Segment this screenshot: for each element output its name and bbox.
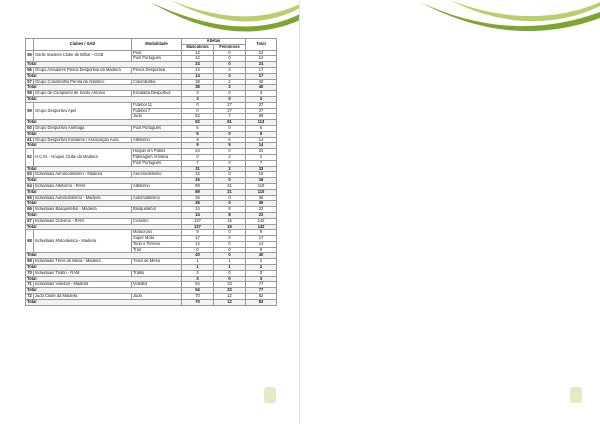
male-count: 38	[182, 85, 214, 91]
book-spine	[299, 0, 300, 424]
male-count: 70	[182, 299, 214, 305]
total-count: 2	[246, 259, 277, 265]
club-name: Individuais Basquetebol - Madeira	[34, 207, 132, 213]
total-count: 14	[246, 143, 277, 149]
modality: Automobilismo	[132, 195, 182, 201]
female-count: 0	[214, 91, 246, 97]
total-count: 24	[246, 62, 277, 68]
male-count: 0	[182, 102, 214, 108]
female-count: 0	[214, 56, 246, 62]
total-label: Total	[26, 224, 182, 230]
page-number-badge	[264, 387, 276, 403]
female-count: 61	[214, 120, 246, 126]
male-count: 6	[182, 131, 214, 137]
male-count: 0	[182, 247, 214, 253]
male-count: 24	[182, 149, 214, 155]
total-count: 36	[246, 201, 277, 207]
club-name: Grupo Amadores Pesca Desportiva da Madeira	[34, 67, 132, 73]
female-count: 0	[214, 241, 246, 247]
female-count: 23	[214, 282, 246, 288]
row-number: 69	[27, 258, 32, 264]
male-count: 0	[182, 154, 214, 160]
leaf-decoration-right	[300, 0, 600, 40]
total-label: Total	[26, 253, 182, 259]
club-name: Grupo Columbófilo Pérola da Atlântico	[34, 79, 132, 85]
female-count: 2	[214, 85, 246, 91]
club-name: Grupo Desportivo Apel	[34, 102, 132, 119]
female-count: 0	[214, 201, 246, 207]
modality: Judo	[132, 294, 182, 300]
total-count: 16	[246, 178, 277, 184]
header-modality: Modalidade	[132, 39, 182, 51]
total-count: 142	[246, 224, 277, 230]
header-total: Total	[246, 39, 277, 51]
male-count: 14	[182, 241, 214, 247]
female-count: 2	[214, 166, 246, 172]
male-count: 54	[182, 282, 214, 288]
right-page	[300, 0, 600, 424]
male-count: 1	[182, 259, 214, 265]
row-number: 68	[26, 230, 34, 253]
female-count: 12	[214, 299, 246, 305]
modality: Triatlo	[132, 270, 182, 276]
total-count: 22	[246, 207, 277, 213]
male-count: 127	[182, 224, 214, 230]
female-count: 2	[214, 79, 246, 85]
female-count: 21	[214, 183, 246, 189]
row-number: 72	[27, 293, 32, 299]
club-name: Individuais Atletismo - RAM.	[34, 183, 132, 189]
modality: Pool Português	[132, 56, 182, 62]
modality: Columbofilia	[132, 79, 182, 85]
modality: Pool	[132, 50, 182, 56]
male-count: 17	[182, 236, 214, 242]
club-name: Individuais Ténis de Mesa - Madeira	[34, 259, 132, 265]
total-count: 0	[246, 247, 277, 253]
club-name: Individuais Automobilismo - Madeira	[34, 195, 132, 201]
club-name: Individuais Voleibol - Madeira	[34, 282, 132, 288]
male-count: 16	[182, 172, 214, 178]
total-count: 6	[246, 125, 277, 131]
total-count: 110	[246, 183, 277, 189]
total-count: 77	[246, 288, 277, 294]
total-count: 2	[246, 154, 277, 160]
male-count: 36	[182, 201, 214, 207]
female-count: 0	[214, 253, 246, 259]
female-count: 0	[214, 131, 246, 137]
female-count: 8	[214, 212, 246, 218]
female-count: 0	[214, 172, 246, 178]
total-count: 16	[246, 172, 277, 178]
header-female: Femininos	[214, 44, 246, 50]
row-number: 63	[27, 171, 32, 177]
modality: Trial	[132, 247, 182, 253]
total-count: 27	[246, 108, 277, 114]
total-count: 33	[246, 166, 277, 172]
total-label: Total	[26, 73, 182, 79]
total-label: Total	[26, 299, 182, 305]
female-count: 0	[214, 62, 246, 68]
row-number: 55	[26, 50, 34, 62]
total-label: Total	[26, 189, 182, 195]
male-count: 127	[182, 218, 214, 224]
male-count: 16	[182, 178, 214, 184]
male-count: 3	[182, 96, 214, 102]
female-count: 27	[214, 108, 246, 114]
female-count: 0	[214, 149, 246, 155]
club-name: Judo Clube da Madeira	[34, 294, 132, 300]
male-count: 3	[182, 91, 214, 97]
male-count: 0	[182, 108, 214, 114]
total-label: Total	[26, 85, 182, 91]
row-number: 66	[27, 206, 32, 212]
total-label: Total	[26, 166, 182, 172]
male-count: 38	[182, 79, 214, 85]
modality: Judo	[132, 114, 182, 120]
female-count: 0	[214, 247, 246, 253]
total-count: 22	[246, 212, 277, 218]
male-count: 40	[182, 253, 214, 259]
row-number: 67	[27, 218, 32, 223]
modality: Patinagem Artística	[132, 154, 182, 160]
female-count: 1	[214, 259, 246, 265]
female-count: 2	[214, 154, 246, 160]
modality: Pesca Desportiva	[132, 67, 182, 73]
female-count: 5	[214, 137, 246, 143]
modality: Todo o Terreno	[132, 241, 182, 247]
total-count: 3	[246, 276, 277, 282]
club-name: H.C.M. - Hóquei Clube da Madeira	[34, 149, 132, 166]
club-name: Individuais Aeromodelismo - Madeira	[34, 172, 132, 178]
male-count: 31	[182, 166, 214, 172]
male-count: 36	[182, 195, 214, 201]
total-count: 2	[246, 265, 277, 271]
row-number: 70	[27, 270, 32, 275]
header-male: Masculinos	[182, 44, 214, 50]
total-count: 12	[246, 50, 277, 56]
modality: Pool Português	[132, 125, 182, 131]
total-label: Total	[26, 62, 182, 68]
table-total-row	[26, 299, 277, 305]
modality: Motocross	[132, 230, 182, 236]
total-count: 6	[246, 131, 277, 137]
total-label: Total	[26, 143, 182, 149]
row-number: 60	[27, 125, 32, 130]
male-count: 14	[182, 207, 214, 213]
male-count: 3	[182, 270, 214, 276]
row-number: 62	[26, 149, 34, 166]
female-count: 27	[214, 102, 246, 108]
female-count: 0	[214, 96, 246, 102]
modality: Pool Português	[132, 160, 182, 166]
page-number-badge	[570, 387, 582, 403]
modality: Escalada Desportiva	[132, 91, 182, 97]
modality: Voleibol	[132, 282, 182, 288]
female-count: 0	[214, 178, 246, 184]
modality: Basquetebol	[132, 207, 182, 213]
row-number: 61	[27, 137, 32, 142]
total-count: 27	[246, 102, 277, 108]
total-label: Total	[26, 201, 182, 207]
total-label: Total	[26, 96, 182, 102]
total-label: Total	[26, 276, 182, 282]
female-count: 0	[214, 125, 246, 131]
header-number	[26, 39, 34, 51]
total-count: 3	[246, 91, 277, 97]
total-count: 40	[246, 253, 277, 259]
club-name: Grupo Desportivo Insulares / Associação Aura	[34, 137, 132, 143]
male-count: 89	[182, 183, 214, 189]
total-count: 113	[246, 120, 277, 126]
female-count: 0	[214, 230, 246, 236]
total-count: 17	[246, 67, 277, 73]
female-count: 23	[214, 288, 246, 294]
total-count: 17	[246, 236, 277, 242]
male-count: 14	[182, 212, 214, 218]
total-count: 24	[246, 149, 277, 155]
female-count: 0	[214, 195, 246, 201]
female-count: 21	[214, 189, 246, 195]
female-count: 3	[214, 73, 246, 79]
row-number: 65	[27, 195, 32, 200]
female-count: 0	[214, 276, 246, 282]
total-count: 142	[246, 218, 277, 224]
female-count: 1	[214, 265, 246, 271]
modality: Ténis de Mesa	[132, 259, 182, 265]
male-count: 9	[182, 137, 214, 143]
total-count: 12	[246, 56, 277, 62]
total-label: Total	[26, 131, 182, 137]
female-count: 0	[214, 270, 246, 276]
total-count: 77	[246, 282, 277, 288]
modality: Futebol 7	[132, 108, 182, 114]
row-number: 57	[27, 79, 32, 84]
male-count: 24	[182, 62, 214, 68]
total-count: 3	[246, 270, 277, 276]
modality: Futebol 11	[132, 102, 182, 108]
club-name: Garlis madeira Clube de Bilhar - GCB	[34, 50, 132, 62]
total-count: 17	[246, 73, 277, 79]
male-count: 14	[182, 73, 214, 79]
modality: Atletismo	[132, 137, 182, 143]
club-name: Individuais Motonáutica - Madeira	[34, 230, 132, 253]
row-number: 58	[27, 90, 32, 96]
club-name: Grupo de Campismo de Santo António	[34, 91, 132, 97]
modality: Aeromodelismo	[132, 172, 182, 178]
female-count: 5	[214, 143, 246, 149]
header-club: Clubes / SAD	[34, 39, 132, 51]
total-label: Total	[26, 178, 182, 184]
page-number	[568, 385, 580, 401]
female-count: 3	[214, 67, 246, 73]
row-number: 71	[27, 281, 32, 287]
total-count: 7	[246, 160, 277, 166]
male-count: 89	[182, 189, 214, 195]
total-count: 82	[246, 299, 277, 305]
male-count: 12	[182, 50, 214, 56]
male-count: 6	[182, 125, 214, 131]
female-count: 8	[214, 207, 246, 213]
left-athletes-table	[25, 38, 277, 306]
total-count: 9	[246, 230, 277, 236]
club-name: Individuais Triatlo - RAM	[34, 270, 132, 276]
total-count: 110	[246, 189, 277, 195]
page-number	[262, 385, 274, 401]
male-count: 52	[182, 120, 214, 126]
leaf-decoration-left	[0, 0, 300, 40]
female-count: 7	[214, 114, 246, 120]
total-count: 36	[246, 195, 277, 201]
total-count: 59	[246, 114, 277, 120]
female-count: 0	[214, 160, 246, 166]
total-count: 3	[246, 96, 277, 102]
total-count: 40	[246, 79, 277, 85]
male-count: 12	[182, 56, 214, 62]
row-number: 56	[27, 67, 32, 72]
female-count: 12	[214, 294, 246, 300]
total-label: Total	[26, 288, 182, 294]
male-count: 7	[182, 160, 214, 166]
male-count: 1	[182, 265, 214, 271]
female-count: 0	[214, 50, 246, 56]
female-count: 0	[214, 236, 246, 242]
modality: Ciclismo	[132, 218, 182, 224]
total-count: 14	[246, 241, 277, 247]
male-count: 9	[182, 230, 214, 236]
female-count: 15	[214, 224, 246, 230]
row-number: 59	[26, 102, 34, 119]
club-name: Individuais Ciclismo - RAM.	[34, 218, 132, 224]
total-count: 14	[246, 137, 277, 143]
female-count: 15	[214, 218, 246, 224]
total-count: 82	[246, 294, 277, 300]
header-athletes: Atletas	[182, 39, 246, 45]
modality: Atletismo	[132, 183, 182, 189]
male-count: 52	[182, 114, 214, 120]
club-name: Grupo Desportivo Arinhaga	[34, 125, 132, 131]
male-count: 54	[182, 288, 214, 294]
total-label: Total	[26, 212, 182, 218]
male-count: 70	[182, 294, 214, 300]
modality: Super Moto	[132, 236, 182, 242]
modality: Hóquei em Patins	[132, 149, 182, 155]
male-count: 3	[182, 276, 214, 282]
male-count: 14	[182, 67, 214, 73]
total-label: Total	[26, 120, 182, 126]
total-label: Total	[26, 265, 182, 271]
total-count: 40	[246, 85, 277, 91]
row-number: 64	[27, 183, 32, 188]
male-count: 9	[182, 143, 214, 149]
